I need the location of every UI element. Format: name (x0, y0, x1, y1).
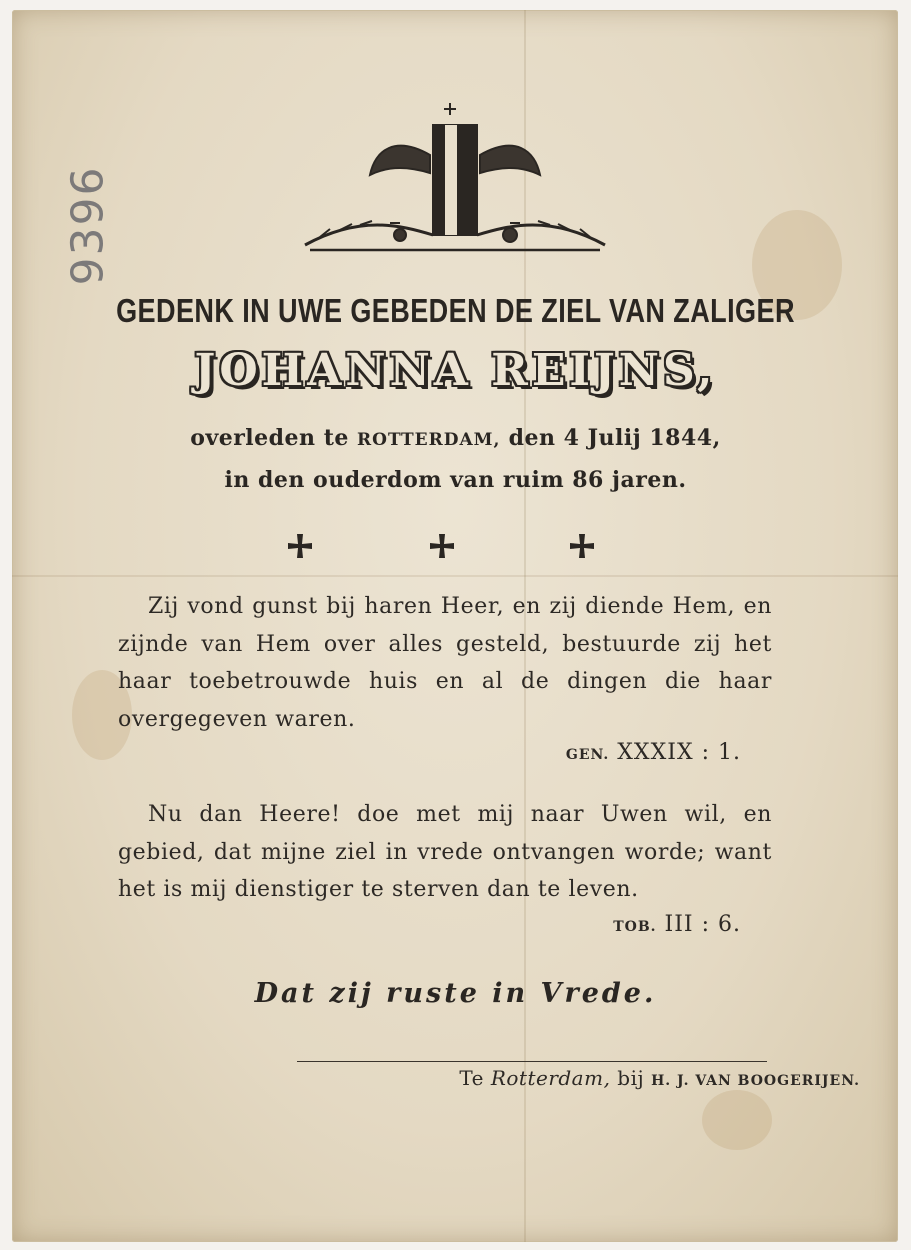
divider-rule (297, 1061, 767, 1062)
verse-text: Zij vond gunst bij haren Heer, en zij diende Hem, en zijnde van Hem over alles gesteld, bestuurde zij het haar toebetrouwde huis en al de dingen die haar overgegeven waren. (118, 594, 772, 732)
death-prefix: overleden te (190, 425, 349, 451)
heading: GEDENK IN UWE GEBEDEN DE ZIEL VAN ZALIGER (116, 292, 795, 329)
angels-cross-ornament (300, 95, 610, 260)
printer-mid: bij (617, 1066, 645, 1090)
fold-crease-horizontal (12, 575, 898, 577)
reference-book: GEN. (565, 747, 610, 763)
reference-book: TOB. (613, 919, 657, 935)
death-place: ROTTERDAM, (357, 430, 501, 450)
verse-reference (613, 912, 741, 937)
cross-pattee-icon (285, 532, 315, 562)
paper-stain (702, 1090, 772, 1150)
small-cross-icon (444, 103, 456, 115)
cross-pattee-icon (567, 532, 597, 562)
death-line (0, 425, 911, 451)
verse-reference (566, 740, 741, 765)
death-date: den 4 Julij 1844, (508, 425, 721, 451)
verse-text: Nu dan Heere! doe met mij naar Uwen wil, en gebied, dat mijne ziel in vrede ontvangen worde; want het is mij dienstiger te sterven dan te leven. (118, 802, 772, 902)
deceased-name: JOHANNA REIJNS, (194, 345, 717, 396)
reference-chapter: III : 6. (664, 912, 741, 937)
printer-line (0, 1066, 860, 1090)
printer-prefix: Te (459, 1066, 484, 1090)
closing-blessing: Dat zij ruste in Vrede. (254, 978, 657, 1009)
reference-chapter: XXXIX : 1. (617, 740, 741, 765)
archive-number: 9396 (62, 165, 114, 286)
printer-name: H. J. VAN BOOGERIJEN. (651, 1073, 860, 1089)
cross-pattee-icon (427, 532, 457, 562)
cross-row (285, 532, 605, 566)
printer-place: Rotterdam, (490, 1066, 611, 1090)
age-line: in den ouderdom van ruim 86 jaren. (224, 467, 687, 493)
